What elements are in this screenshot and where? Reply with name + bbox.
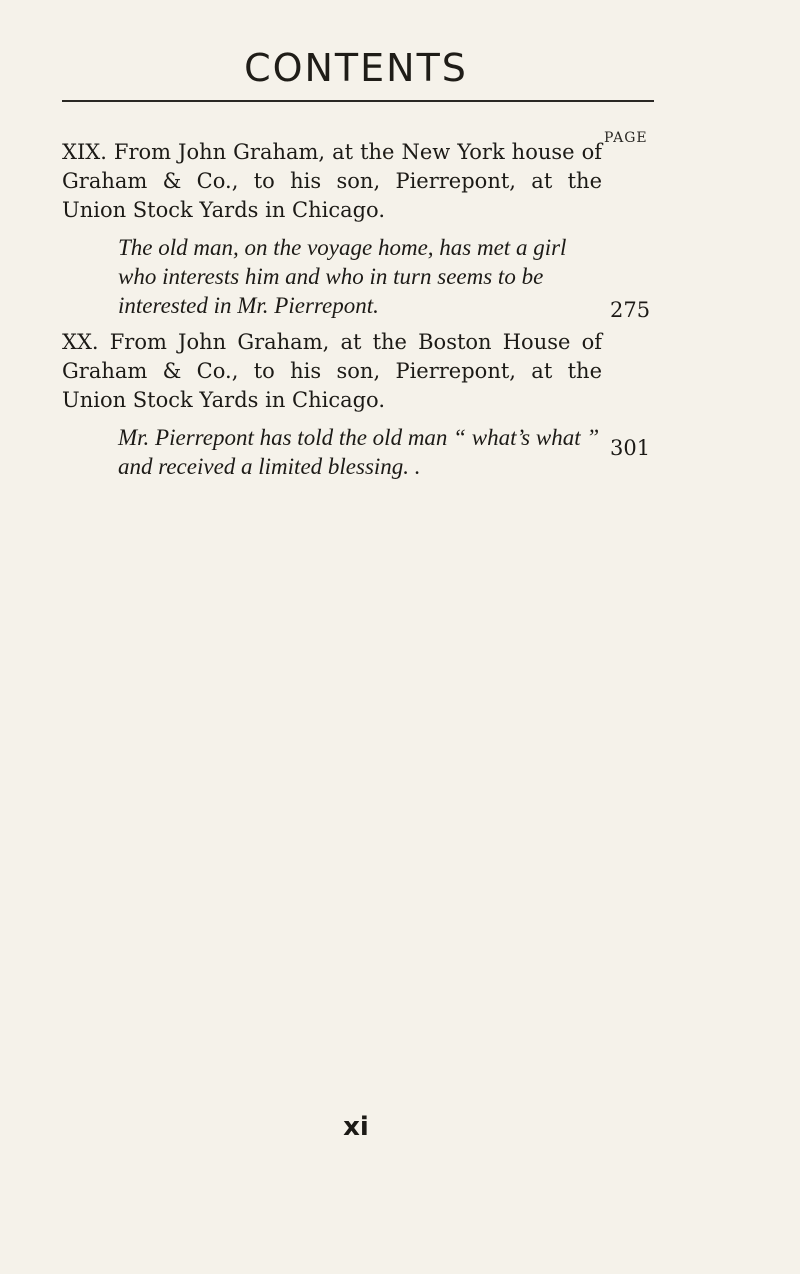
folio-page-number: xi	[343, 1112, 369, 1142]
contents-entry-xx	[62, 328, 602, 481]
entry-heading: XX. From John Graham, at the Boston House of Graham & Co., to his son, Pierrepont, at the Union Stock Yards in Chicago.	[62, 330, 602, 412]
contents-entry-xix	[62, 138, 602, 320]
page-column-label: PAGE	[604, 130, 648, 146]
entry-page-number: 275	[610, 298, 651, 322]
entry-page-number: 301	[610, 436, 651, 460]
entry-summary: Mr. Pierrepont has told the old man “ what’s what ” and received a limited blessing. .	[118, 425, 600, 479]
entry-heading: XIX. From John Graham, at the New York house of Graham & Co., to his son, Pierrepont, at the Union Stock Yards in Chicago.	[62, 140, 602, 222]
page-title: CONTENTS	[244, 46, 468, 90]
title-rule	[62, 100, 654, 102]
entry-summary: The old man, on the voyage home, has met a girl who interests him and who in turn seems to be interested in Mr. Pierrepont.	[118, 235, 567, 318]
